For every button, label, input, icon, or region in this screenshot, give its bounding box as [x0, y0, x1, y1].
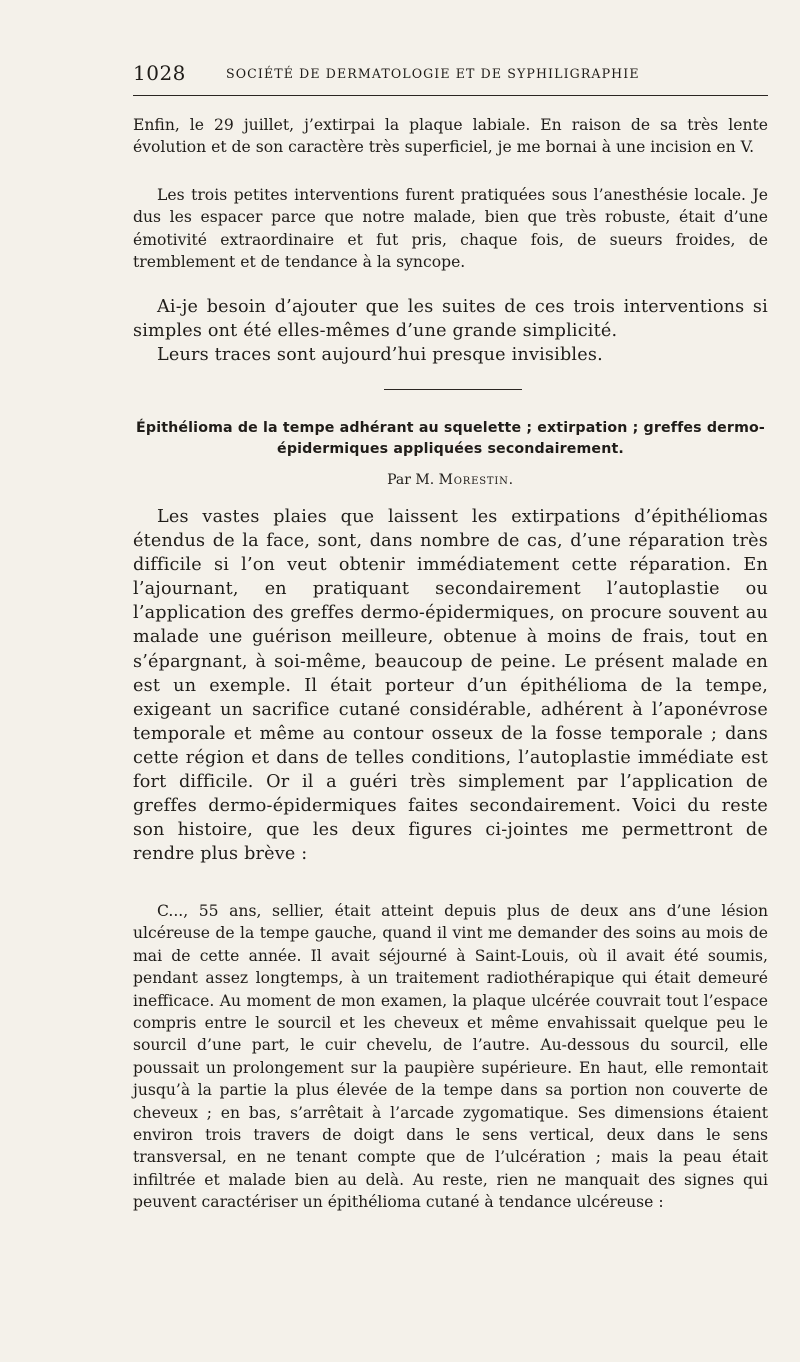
article-paragraph-2: C..., 55 ans, sellier, était atteint depuis plus de deux ans d’une lésion ulcéreuse de la tempe gauche, quand il vint me demander des soins au mois de mai de cette année. Il avait séjourné à Saint-Louis, où il avait été soumis, pendant assez longtemps, à un traitement radiothérapique qui était demeuré inefficace. Au moment de mon examen, la plaque ulcérée couvrait tout l’espace compris entre le sourcil et les cheveux et même envahissait quelque peu le sourcil d’une part, le cuir chevelu, de l’autre. Au-dessous du sourcil, elle poussait un prolongement sur la paupière supérieure. En haut, elle remontait jusqu’à la partie la plus élevée de la tempe dans sa portion non couverte de cheveux ; en bas, s’arrêtait à l’arcade zygomatique. Ses dimensions étaient environ trois travers de doigt dans le sens vertical, deux dans le sens transversal, en ne tenant compte que de l’ulcération ; mais la peau était infiltrée et malade bien au delà. Au reste, rien ne manquait des signes qui peuvent caractériser un épithélioma cutané à tendance ulcéreuse :: [133, 902, 768, 1212]
body-paragraph-2: Les trois petites interventions furent pratiquées sous l’anesthésie locale. Je dus les espacer parce que notre malade, bien que très robuste, était d’une émotivité extraordinaire et fut pris, chaque fois, de sueurs froides, de tremblement et de tendance à la syncope.: [133, 186, 768, 272]
article-title: Épithélioma de la tempe adhérant au squelette ; extirpation ; greffes dermo-épidermiques appliquées secondairement.: [136, 420, 765, 457]
article-paragraph-1: Les vastes plaies que laissent les extirpations d’épithéliomas étendus de la face, sont, dans nombre de cas, d’une réparation très difficile si l’on veut obtenir immédiatement cette réparation. En l’ajournant, en pratiquant secondairement l’autoplastie ou l’application des greffes dermo-épidermiques, on procure souvent au malade une guérison meilleure, obtenue à moins de frais, tout en s’épargnant, à soi-même, beaucoup de peine. Le présent malade en est un exemple. Il était porteur d’un épithélioma de la tempe, exigeant un sacrifice cutané considérable, adhérent à l’aponévrose temporale et même au contour osseux de la fosse temporale ; dans cette région et dans de telles conditions, l’autoplastie immédiate est fort difficile. Or il a guéri très simplement par l’application de greffes dermo-épidermiques faites secondairement. Voici du reste son histoire, que les deux figures ci-jointes me permettront de rendre plus brève :: [133, 507, 768, 865]
running-head: SOCIÉTÉ DE DERMATOLOGIE ET DE SYPHILIGRAPHIE: [226, 66, 640, 81]
author-prefix: Par M.: [387, 472, 435, 488]
section-divider: [384, 389, 522, 390]
body-paragraph-1: Enfin, le 29 juillet, j’extirpai la plaque labiale. En raison de sa très lente évolution et de son caractère très superficiel, je me bornai à une incision en V.: [133, 116, 768, 157]
page-header: [133, 60, 768, 86]
article-author: [133, 470, 768, 490]
body-paragraph-3: Ai-je besoin d’ajouter que les suites de ces trois interventions si simples ont été elles-mêmes d’une grande simplicité.: [133, 297, 768, 341]
header-rule: [133, 95, 768, 96]
page-number: 1028: [133, 61, 186, 85]
author-name: Morestin.: [438, 472, 514, 488]
body-paragraph-4: Leurs traces sont aujourd’hui presque invisibles.: [157, 345, 603, 365]
